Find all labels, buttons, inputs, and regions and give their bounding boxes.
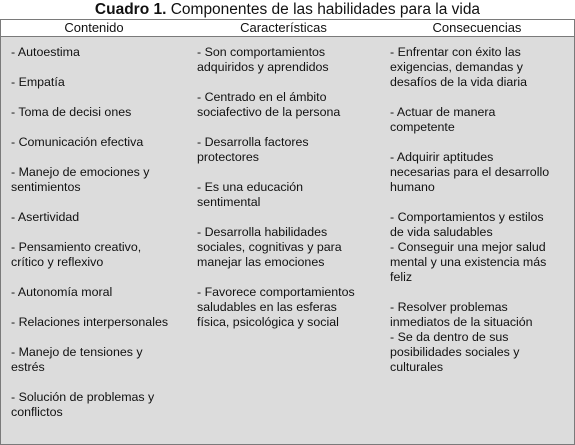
consecuencias-item	[390, 210, 544, 240]
contenido-item-line: - Manejo de tensiones y	[11, 345, 143, 359]
consecuencias-item-line: inmediatos de la situación	[390, 315, 533, 329]
contenido-item	[11, 240, 141, 270]
consecuencias-item-line: - Enfrentar con éxito las	[390, 45, 521, 59]
contenido-item-line: estrés	[11, 360, 45, 374]
consecuencias-item-line: posibilidades sociales y	[390, 345, 520, 359]
consecuencias-item-line: mental y una existencia más	[390, 255, 547, 269]
consecuencias-item	[390, 330, 520, 375]
header-caracteristicas: Características	[240, 20, 327, 35]
contenido-item-line: sentimientos	[11, 180, 81, 194]
consecuencias-item-line: humano	[390, 180, 435, 194]
caracteristicas-item-line: - Favorece comportamientos	[197, 285, 355, 299]
caracteristicas-item	[197, 180, 303, 210]
caracteristicas-item	[197, 135, 309, 165]
contenido-item	[11, 75, 65, 90]
caracteristicas-item-line: física, psicológica y social	[197, 315, 339, 329]
caracteristicas-item-line: saludables en las esferas	[197, 300, 337, 314]
contenido-item-line: - Manejo de emociones y	[11, 165, 150, 179]
header-consecuencias: Consecuencias	[432, 20, 522, 35]
consecuencias-item	[390, 45, 527, 90]
caracteristicas-item-line: - Desarrolla factores	[197, 135, 309, 149]
consecuencias-item-line: - Conseguir una mejor salud	[390, 240, 546, 254]
consecuencias-item-line: - Resolver problemas	[390, 300, 508, 314]
table-caption	[0, 0, 575, 20]
header-contenido: Contenido	[64, 20, 124, 35]
contenido-item-line: - Pensamiento creativo,	[11, 240, 142, 254]
contenido-item	[11, 105, 131, 120]
caracteristicas-item	[197, 45, 329, 75]
caption-label: Cuadro 1.	[94, 1, 167, 18]
components-table	[0, 19, 575, 445]
contenido-item-line: - Autonomía moral	[11, 285, 113, 299]
caracteristicas-item-line: manejar las emociones	[197, 255, 325, 269]
caracteristicas-item	[197, 285, 355, 330]
consecuencias-item-line: desafíos de la vida diaria	[390, 75, 528, 89]
consecuencias-item-line: competente	[390, 120, 455, 134]
caracteristicas-item-line: protectores	[197, 150, 259, 164]
consecuencias-item	[390, 150, 549, 195]
contenido-item-line: - Toma de decisi ones	[11, 105, 132, 119]
contenido-item	[11, 390, 154, 420]
table-body	[1, 37, 574, 444]
contenido-item-line: - Relaciones interpersonales	[11, 315, 169, 329]
consecuencias-item-line: - Adquirir aptitudes	[390, 150, 494, 164]
consecuencias-item-line: de vida saludables	[390, 225, 493, 239]
contenido-item-line: crítico y reflexivo	[11, 255, 104, 269]
caracteristicas-item-line: sociales, cognitivas y para	[197, 240, 342, 254]
contenido-item-line: - Comunicación efectiva	[11, 135, 144, 149]
contenido-item-line: - Empatía	[11, 75, 65, 89]
caracteristicas-item	[197, 225, 342, 270]
caracteristicas-item-line: sentimental	[197, 195, 261, 209]
caracteristicas-item-line: adquiridos y aprendidos	[197, 60, 329, 74]
consecuencias-item-line: necesarias para el desarrollo	[390, 165, 550, 179]
consecuencias-item-line: culturales	[390, 360, 444, 374]
caracteristicas-item-line: sociafectivo de la persona	[197, 105, 341, 119]
caracteristicas-item-line: - Centrado en el ámbito	[197, 90, 327, 104]
contenido-item	[11, 315, 168, 330]
consecuencias-item-line: - Se da dentro de sus	[390, 330, 509, 344]
contenido-item	[11, 165, 149, 195]
consecuencias-item	[390, 240, 546, 285]
caracteristicas-item	[197, 90, 340, 120]
contenido-item	[11, 210, 79, 225]
contenido-item-line: - Solución de problemas y	[11, 390, 155, 404]
contenido-item-line: - Autoestima	[11, 45, 80, 59]
consecuencias-item-line: exigencias, demandas y	[390, 60, 523, 74]
table-header	[1, 20, 574, 37]
caracteristicas-item-line: - Es una educación	[197, 180, 304, 194]
contenido-item-line: conflictos	[11, 405, 63, 419]
consecuencias-item-line: - Actuar de manera	[390, 105, 496, 119]
contenido-item	[11, 345, 143, 375]
contenido-item	[11, 135, 143, 150]
contenido-item-line: - Asertividad	[11, 210, 80, 224]
consecuencias-item-line: feliz	[390, 270, 413, 284]
caracteristicas-item-line: - Son comportamientos	[197, 45, 326, 59]
caracteristicas-item-line: - Desarrolla habilidades	[197, 225, 328, 239]
consecuencias-item	[390, 105, 495, 135]
consecuencias-item	[390, 300, 533, 330]
contenido-item	[11, 45, 80, 60]
caption-text: Componentes de las habilidades para la vida	[166, 1, 481, 18]
contenido-item	[11, 285, 112, 300]
consecuencias-item-line: - Comportamientos y estilos	[390, 210, 544, 224]
